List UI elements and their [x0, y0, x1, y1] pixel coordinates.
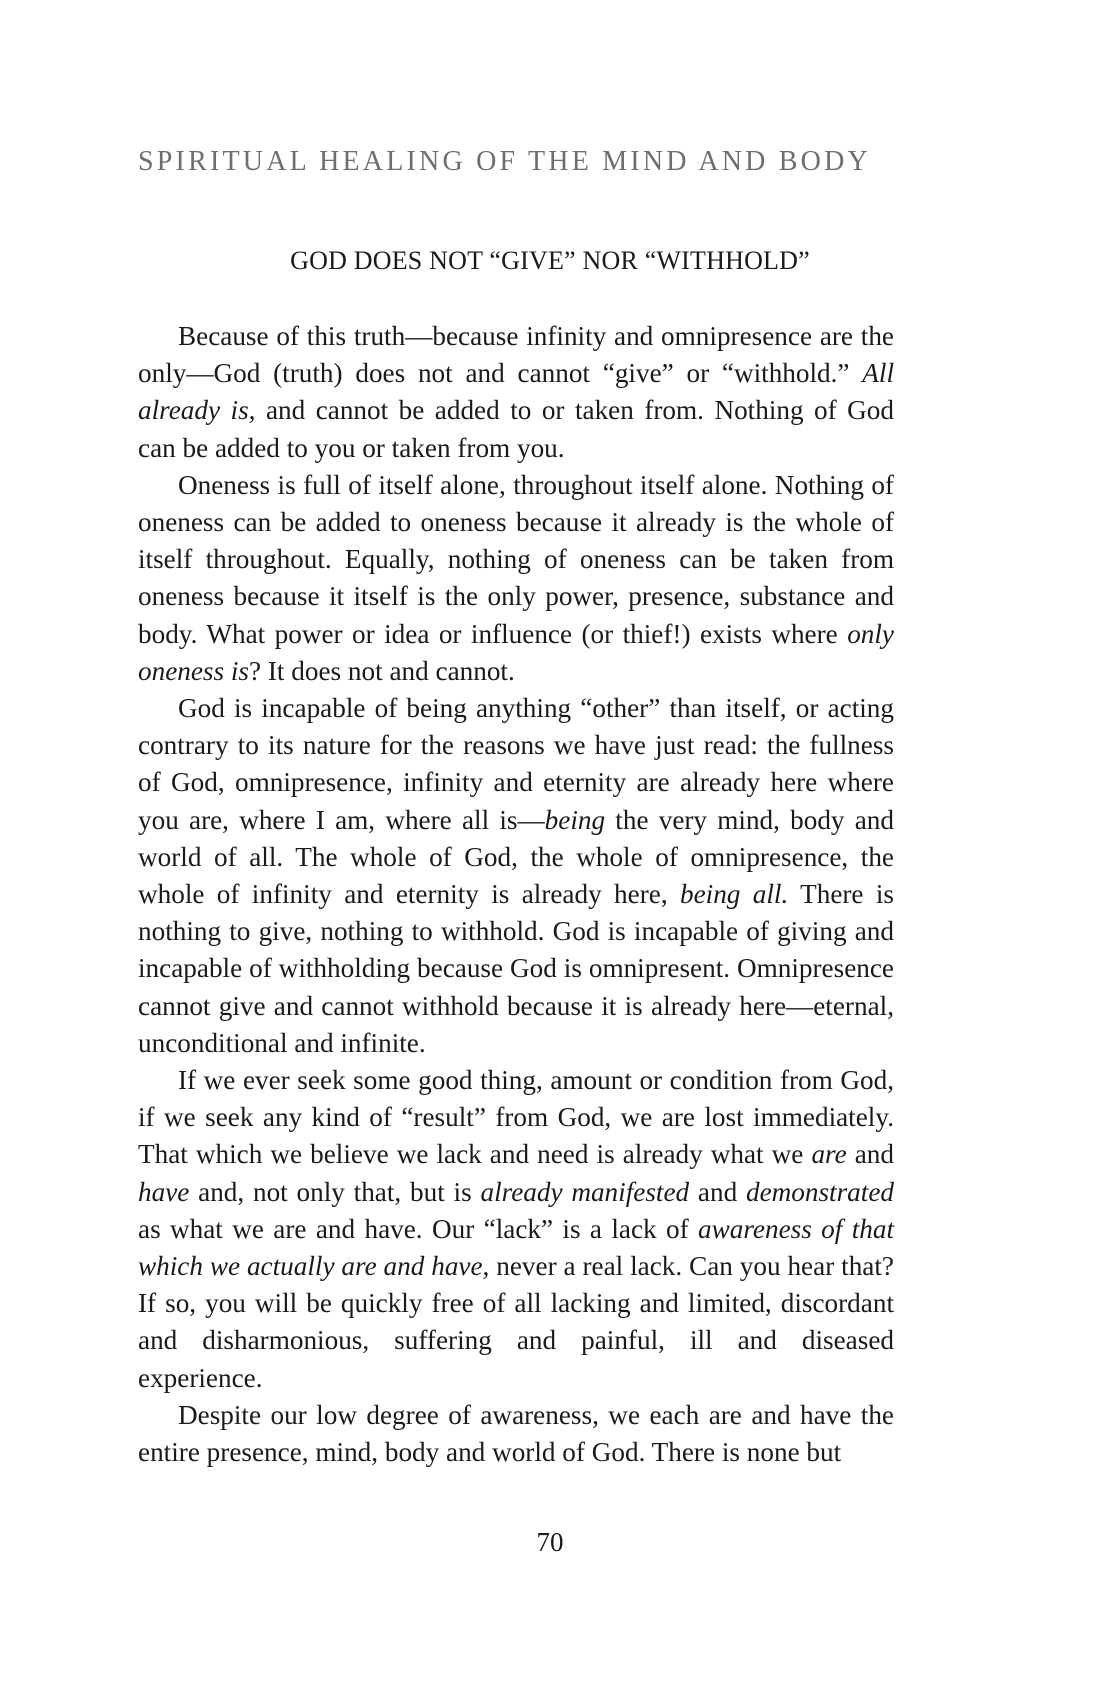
italic-text: awareness of that which we actually are and have, — [138, 1213, 894, 1282]
paragraph — [138, 1062, 894, 1397]
italic-text: demonstrated — [745, 1176, 894, 1207]
paragraph — [138, 690, 894, 1062]
text-run: and, not only that, but is — [189, 1176, 481, 1207]
text-run: If we ever seek some good thing, amount or condition from God, if we seek any kind of “result” from God, we are lost immediately. That which we believe we lack and need is already what we — [138, 1065, 894, 1170]
italic-text: only oneness is — [138, 618, 894, 686]
text-run: Oneness is full of itself alone, throughout itself alone. Nothing of oneness can be added to oneness because it already is the whole of itself throughout. Equally, nothing of oneness can be taken from oneness because it itself is the only power, presence, substance and body. What power or idea or influence (or thief!) exists where — [138, 469, 894, 649]
paragraph — [138, 467, 894, 690]
text-run: never a real lack. Can you hear that? If so, you will be quickly free of all lacking and limited, discordant and disharmonious, suffering and painful, ill and diseased experience. — [138, 1251, 894, 1393]
text-run: There is nothing to give, nothing to withhold. God is incapable of giving and incapable of withholding because God is omnipresent. Omnipresence cannot give and cannot withhold because it is already here—eternal, unconditional and infinite. — [138, 879, 894, 1058]
text-run: God is incapable of being anything “other” than itself, or acting contrary to its nature for the reasons we have just read: the fullness of God, omnipresence, infinity and eternity are already here where you are, where I am, where all is— — [138, 693, 894, 835]
body-text — [138, 318, 894, 1471]
italic-text: already manifested — [480, 1176, 690, 1207]
text-run: and — [689, 1176, 746, 1207]
text-run: Because of this truth—because infinity and omnipresence are the only—God (truth) does not and cannot “give” or “withhold.” — [138, 321, 894, 389]
text-run: and — [846, 1139, 894, 1170]
italic-text: are — [811, 1139, 847, 1170]
page-number: 70 — [536, 1527, 564, 1557]
text-run: Despite our low degree of awareness, we each are and have the entire presence, mind, body and world of God. There is none but — [138, 1399, 894, 1468]
italic-text: being all. — [679, 879, 789, 910]
italic-text: being — [544, 804, 606, 835]
running-head: SPIRITUAL HEALING OF THE MIND AND BODY — [138, 146, 871, 177]
text-run: ? It does not and cannot. — [249, 655, 515, 686]
chapter-title: GOD DOES NOT “GIVE” NOR “WITHHOLD” — [290, 246, 810, 275]
italic-text: All already is, — [138, 358, 894, 426]
paragraph — [138, 1397, 894, 1471]
text-run: the very mind, body and world of all. The whole of God, the whole of omnipresence, the whole of infinity and eternity is already here, — [138, 804, 894, 910]
italic-text: have — [138, 1176, 190, 1207]
paragraph — [138, 318, 894, 467]
text-run: and cannot be added to or taken from. Nothing of God can be added to you or taken from you. — [138, 395, 894, 463]
text-run: as what we are and have. Our “lack” is a lack of — [138, 1213, 699, 1244]
